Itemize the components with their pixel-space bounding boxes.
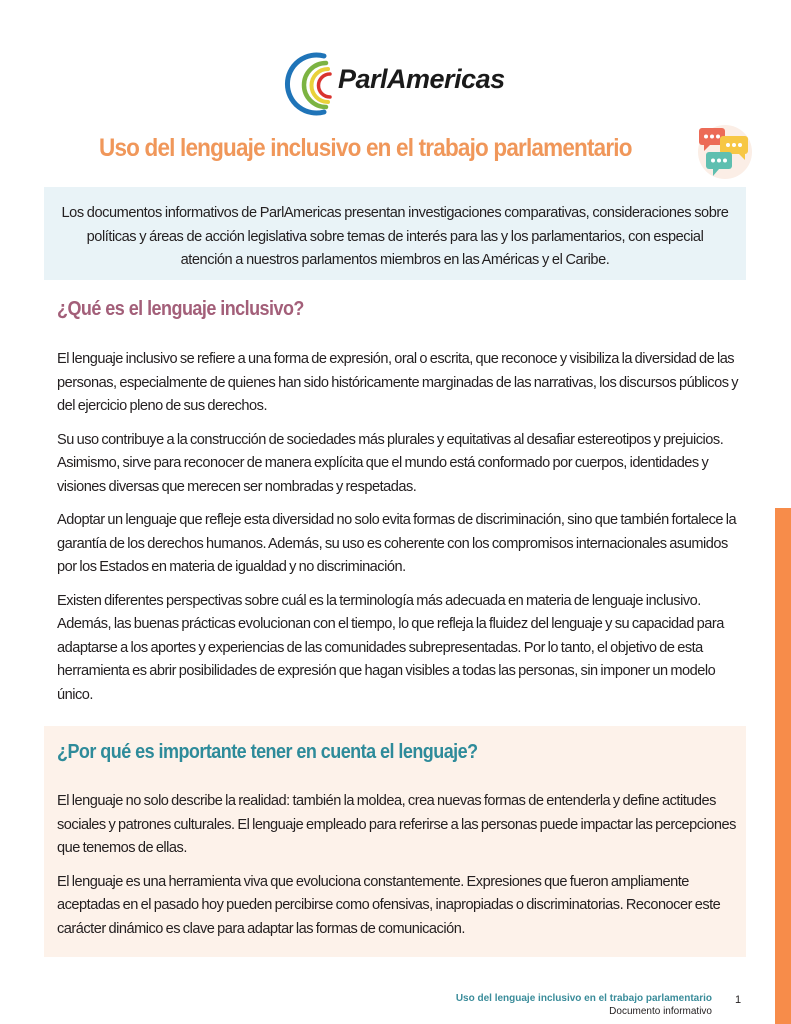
page-footer: [400, 992, 712, 1018]
document-title: Uso del lenguaje inclusivo en el trabajo parlamentario: [99, 134, 632, 162]
section-heading-why-language-matters: ¿Por qué es importante tener en cuenta el lenguaje?: [57, 741, 478, 763]
paragraph: Adoptar un lenguaje que refleje esta diversidad no solo evita formas de discriminación, sino que también fortalece la garantía de los derechos humanos. Además, su uso es coherente con los compromisos internacionales asumidos por los Estados en materia de igualdad y no discriminación.: [57, 512, 737, 575]
paragraph: El lenguaje inclusivo se refiere a una forma de expresión, oral o escrita, que reconoce y visibiliza la diversidad de las personas, especialmente de quienes han sido históricamente marginadas de las narrativas, los discursos públicos y del ejercicio pleno de sus derechos.: [57, 351, 739, 414]
page-number: 1: [735, 994, 742, 1006]
footer-document-type: Documento informativo: [609, 1006, 712, 1017]
decorative-side-bar: [775, 508, 791, 1024]
parlamericas-logo: [284, 50, 514, 116]
paragraph: El lenguaje no solo describe la realidad: también la moldea, crea nuevas formas de entenderla y define actitudes sociales y patrones culturales. El lenguaje empleado para referirse a las personas puede impactar las percepciones que tenemos de ellas.: [57, 793, 736, 856]
paragraph: El lenguaje es una herramienta viva que evoluciona constantemente. Expresiones que fueron ampliamente aceptadas en el pasado hoy pueden percibirse como ofensivas, inapropiadas o discriminatorias. Reconocer este carácter dinámico es clave para adaptar las formas de comunicación.: [57, 873, 721, 937]
logo-text: ParlAmericas: [338, 64, 505, 94]
section2-box: [44, 726, 746, 957]
title-row: [0, 124, 791, 180]
paragraph: Su uso contribuye a la construcción de sociedades más plurales y equitativas al desafiar estereotipos y prejuicios. Asimismo, sirve para reconocer de manera explícita que el mundo está conformado por cuerpos, identidades y visiones diversas que merecen ser nombradas y respetadas.: [57, 431, 724, 495]
chat-bubbles-icon: [695, 124, 753, 180]
footer-document-title: Uso del lenguaje inclusivo en el trabajo parlamentario: [455, 993, 712, 1004]
section1-body: [57, 348, 747, 717]
paragraph: Existen diferentes perspectivas sobre cuál es la terminología más adecuada en materia de lenguaje inclusivo. Además, las buenas prácticas evolucionan con el tiempo, lo que refleja la fluidez del lenguaje y su capacidad para adaptarse a los aportes y experiencias de las comunidades subrepresentadas. Por lo tanto, el objetivo de esta herramienta es abrir posibilidades de expresión que hagan visibles a todas las personas, sin imponer un modelo único.: [57, 592, 724, 703]
section-heading-what-is-inclusive-language: ¿Qué es el lenguaje inclusivo?: [57, 298, 304, 320]
intro-box: [44, 187, 746, 280]
intro-text: Los documentos informativos de ParlAmericas presentan investigaciones comparativas, consideraciones sobre políticas y áreas de acción legislativa sobre temas de interés para las y los parlamentarios, con especial atención a nuestros parlamentos miembros en las Américas y el Caribe.: [61, 205, 729, 268]
section2-body: [57, 790, 747, 951]
